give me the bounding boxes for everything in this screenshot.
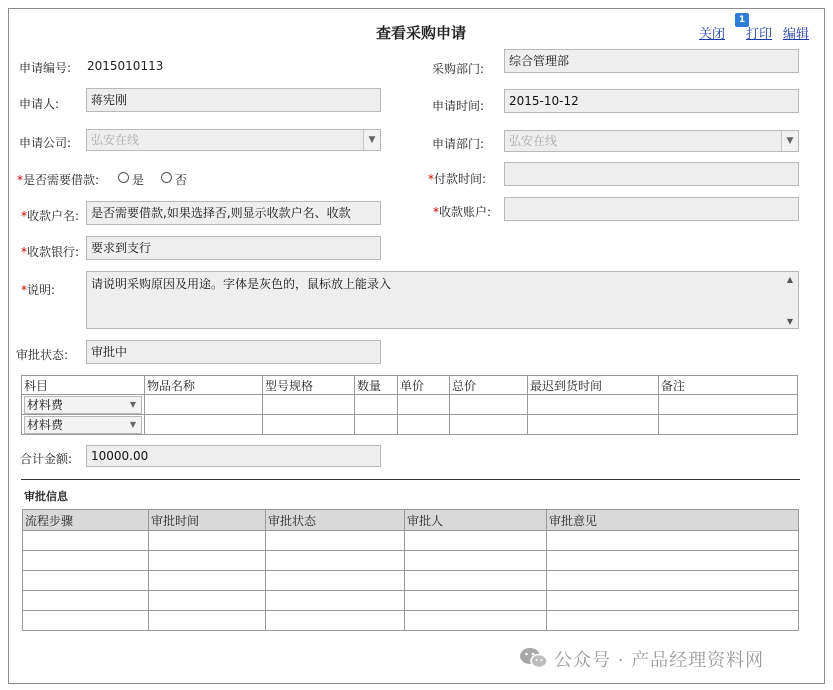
apply-dept-label: 申请部门: bbox=[432, 137, 485, 151]
apply-dept-select[interactable] bbox=[504, 130, 799, 152]
purchase-dept-field[interactable]: 综合管理部 bbox=[504, 49, 799, 73]
chevron-down-icon[interactable]: ▼ bbox=[129, 419, 137, 429]
col-approval-status: 审批状态 bbox=[266, 510, 405, 531]
col-model: 型号规格 bbox=[263, 376, 355, 395]
scroll-down-icon[interactable]: ▼ bbox=[786, 317, 794, 326]
table-row bbox=[23, 531, 799, 551]
table-row bbox=[22, 395, 798, 415]
table-row bbox=[23, 551, 799, 571]
item-name-cell[interactable] bbox=[145, 415, 263, 435]
col-total-price: 总价 bbox=[450, 376, 528, 395]
table-cell bbox=[266, 571, 405, 591]
app-no-label: 申请编号: bbox=[19, 61, 72, 75]
col-remark: 备注 bbox=[659, 376, 798, 395]
table-cell bbox=[149, 591, 266, 611]
table-cell bbox=[405, 551, 547, 571]
page-title: 查看采购申请 bbox=[376, 24, 467, 42]
table-cell bbox=[149, 571, 266, 591]
edit-link[interactable]: 编辑 bbox=[783, 27, 810, 42]
radio-no[interactable] bbox=[161, 172, 172, 183]
chevron-down-icon[interactable]: ▼ bbox=[781, 131, 798, 151]
required-mark: * bbox=[21, 209, 27, 223]
col-approval-time: 审批时间 bbox=[149, 510, 266, 531]
pay-time-field[interactable] bbox=[504, 162, 799, 186]
chevron-down-icon[interactable]: ▼ bbox=[129, 399, 137, 409]
col-item-name: 物品名称 bbox=[145, 376, 263, 395]
table-cell bbox=[23, 531, 149, 551]
col-latest-arrival: 最迟到货时间 bbox=[528, 376, 659, 395]
table-cell bbox=[266, 611, 405, 631]
table-row bbox=[23, 591, 799, 611]
quantity-cell[interactable] bbox=[355, 415, 398, 435]
status-label: 审批状态: bbox=[16, 348, 69, 362]
table-cell bbox=[23, 611, 149, 631]
table-cell bbox=[547, 591, 799, 611]
table-cell bbox=[23, 591, 149, 611]
applicant-field[interactable]: 蒋宪刚 bbox=[86, 88, 381, 112]
col-subject: 科目 bbox=[22, 376, 145, 395]
items-header-row bbox=[22, 376, 798, 395]
scroll-up-icon[interactable]: ▲ bbox=[786, 275, 794, 284]
subject-select-value: 材料费 bbox=[27, 397, 64, 412]
table-cell bbox=[23, 571, 149, 591]
section-divider bbox=[21, 479, 800, 480]
table-cell bbox=[405, 611, 547, 631]
company-label: 申请公司: bbox=[19, 136, 72, 150]
apply-dept-select-value: 弘安在线 bbox=[509, 134, 558, 148]
payee-bank-field[interactable]: 要求到支行 bbox=[86, 236, 381, 260]
model-cell[interactable] bbox=[263, 415, 355, 435]
subject-select-value: 材料费 bbox=[27, 417, 64, 432]
description-scrollbar[interactable] bbox=[782, 272, 798, 328]
items-table bbox=[21, 375, 798, 435]
col-approver: 审批人 bbox=[405, 510, 547, 531]
table-cell bbox=[405, 531, 547, 551]
payee-name-field[interactable]: 是否需要借款,如果选择否,则显示收款户名、收款 bbox=[86, 201, 381, 225]
subject-cell bbox=[22, 395, 145, 415]
unit-price-cell[interactable] bbox=[398, 415, 450, 435]
table-cell bbox=[266, 551, 405, 571]
table-cell bbox=[405, 591, 547, 611]
payee-bank-label: *收款银行: bbox=[21, 245, 80, 259]
table-cell bbox=[405, 571, 547, 591]
col-approval-opinion: 审批意见 bbox=[547, 510, 799, 531]
watermark-text: 公众号 · 产品经理资料网 bbox=[554, 650, 765, 671]
apply-time-label: 申请时间: bbox=[432, 99, 485, 113]
app-no-value: 2015010113 bbox=[87, 59, 164, 73]
remark-cell[interactable] bbox=[659, 395, 798, 415]
table-row bbox=[22, 415, 798, 435]
col-unit-price: 单价 bbox=[398, 376, 450, 395]
required-mark: * bbox=[428, 172, 434, 186]
table-cell bbox=[547, 571, 799, 591]
approval-table bbox=[22, 509, 799, 631]
apply-time-field[interactable]: 2015-10-12 bbox=[504, 89, 799, 113]
close-link[interactable]: 关闭 bbox=[699, 27, 726, 42]
need-loan-label: *是否需要借款: bbox=[17, 173, 100, 187]
radio-no-label: 否 bbox=[175, 173, 188, 187]
applicant-label: 申请人: bbox=[19, 97, 60, 111]
description-textarea[interactable] bbox=[86, 271, 799, 329]
approval-header-row bbox=[23, 510, 799, 531]
pay-time-label: *付款时间: bbox=[428, 172, 487, 186]
col-quantity: 数量 bbox=[355, 376, 398, 395]
subject-select[interactable] bbox=[24, 416, 142, 434]
table-cell bbox=[149, 551, 266, 571]
table-cell bbox=[266, 531, 405, 551]
company-select-value: 弘安在线 bbox=[91, 133, 140, 147]
required-mark: * bbox=[433, 205, 439, 219]
description-label: *说明: bbox=[21, 283, 56, 297]
payee-account-field[interactable] bbox=[504, 197, 799, 221]
latest-arrival-cell[interactable] bbox=[528, 395, 659, 415]
item-name-cell[interactable] bbox=[145, 395, 263, 415]
table-cell bbox=[547, 611, 799, 631]
table-cell bbox=[149, 611, 266, 631]
total-field: 10000.00 bbox=[86, 445, 381, 467]
model-cell[interactable] bbox=[263, 395, 355, 415]
wechat-icon bbox=[519, 646, 549, 670]
company-select[interactable] bbox=[86, 129, 381, 151]
required-mark: * bbox=[21, 283, 27, 297]
required-mark: * bbox=[17, 173, 23, 187]
remark-cell[interactable] bbox=[659, 415, 798, 435]
table-cell bbox=[547, 531, 799, 551]
total-price-cell[interactable] bbox=[450, 415, 528, 435]
quantity-cell[interactable] bbox=[355, 395, 398, 415]
payee-account-label: *收款账户: bbox=[433, 205, 492, 219]
approval-section-title: 审批信息 bbox=[24, 490, 68, 503]
radio-yes[interactable] bbox=[118, 172, 129, 183]
table-cell bbox=[547, 551, 799, 571]
table-cell bbox=[23, 551, 149, 571]
latest-arrival-cell[interactable] bbox=[528, 415, 659, 435]
total-label: 合计金额: bbox=[20, 452, 73, 466]
purchase-dept-label: 采购部门: bbox=[432, 62, 485, 76]
description-text: 请说明采购原因及用途。字体是灰色的，鼠标放上能录入 bbox=[91, 277, 392, 291]
unit-price-cell[interactable] bbox=[398, 395, 450, 415]
table-row bbox=[23, 611, 799, 631]
total-price-cell[interactable] bbox=[450, 395, 528, 415]
notification-badge: 1 bbox=[735, 13, 749, 27]
chevron-down-icon[interactable]: ▼ bbox=[363, 130, 380, 150]
subject-cell bbox=[22, 415, 145, 435]
required-mark: * bbox=[21, 245, 27, 259]
table-cell bbox=[149, 531, 266, 551]
print-link[interactable]: 打印 bbox=[746, 27, 773, 42]
radio-yes-label: 是 bbox=[132, 173, 145, 187]
subject-select[interactable] bbox=[24, 396, 142, 414]
status-field: 审批中 bbox=[86, 340, 381, 364]
table-row bbox=[23, 571, 799, 591]
table-cell bbox=[266, 591, 405, 611]
payee-name-label: *收款户名: bbox=[21, 209, 80, 223]
col-step: 流程步骤 bbox=[23, 510, 149, 531]
